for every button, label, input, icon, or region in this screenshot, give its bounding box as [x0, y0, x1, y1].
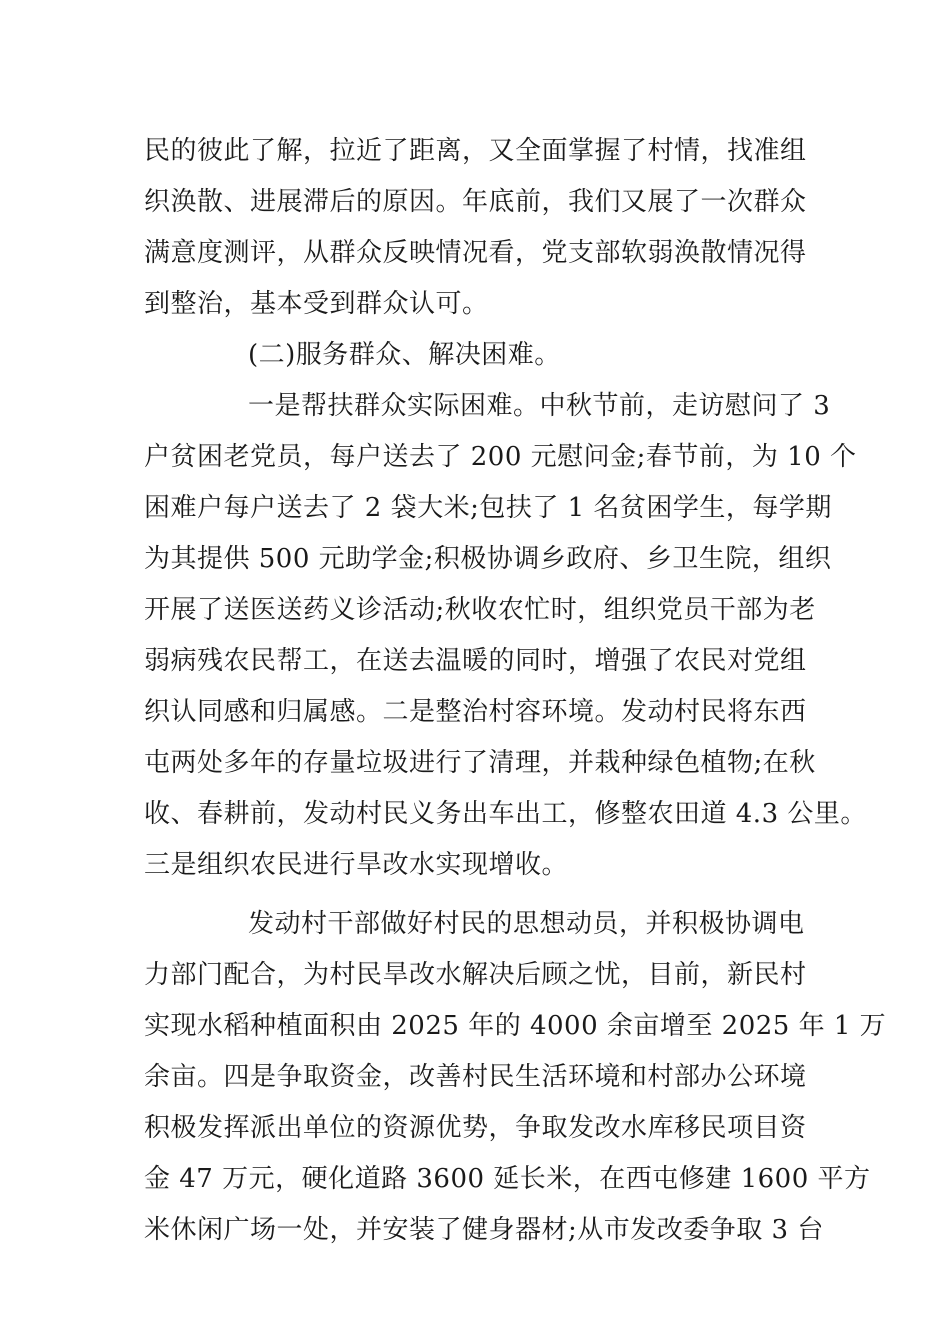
text-line: 户贫困老党员，每户送去了 200 元慰问金;春节前，为 10 个	[144, 442, 857, 472]
body-text	[144, 126, 887, 1256]
text-line: 开展了送医送药义诊活动;秋收农忙时，组织党员干部为老	[144, 595, 816, 625]
paragraph-start: 发动村干部做好村民的思想动员，并积极协调电	[248, 909, 805, 939]
text-line: 屯两处多年的存量垃圾进行了清理，并栽种绿色植物;在秋	[144, 748, 816, 778]
text-line: 织认同感和归属感。二是整治村容环境。发动村民将东西	[144, 697, 807, 727]
text-line: 力部门配合，为村民旱改水解决后顾之忧，目前，新民村	[144, 960, 807, 990]
text-line: 织涣散、进展滞后的原因。年底前，我们又展了一次群众	[144, 187, 807, 217]
text-line: 金 47 万元，硬化道路 3600 延长米，在西屯修建 1600 平方	[144, 1164, 871, 1194]
text-line: 米休闲广场一处，并安装了健身器材;从市发改委争取 3 台	[144, 1215, 824, 1245]
text-line: 三是组织农民进行旱改水实现增收。	[144, 850, 569, 880]
text-line: 满意度测评，从群众反映情况看，党支部软弱涣散情况得	[144, 238, 807, 268]
paragraph-start: 一是帮扶群众实际困难。中秋节前，走访慰问了 3	[248, 391, 831, 421]
text-line: 收、春耕前，发动村民义务出车出工，修整农田道 4.3 公里。	[144, 799, 867, 829]
section-heading: (二)服务群众、解决困难。	[248, 340, 561, 370]
paragraph-gap	[144, 891, 814, 899]
text-line: 到整治，基本受到群众认可。	[144, 289, 489, 319]
text-line: 困难户每户送去了 2 袋大米;包扶了 1 名贫困学生，每学期	[144, 493, 832, 523]
text-line: 余亩。四是争取资金，改善村民生活环境和村部办公环境	[144, 1062, 807, 1092]
text-line: 积极发挥派出单位的资源优势，争取发改水库移民项目资	[144, 1113, 807, 1143]
text-line: 民的彼此了解，拉近了距离，又全面掌握了村情，找准组	[144, 136, 807, 166]
text-line: 实现水稻种植面积由 2025 年的 4000 余亩增至 2025 年 1 万	[144, 1011, 887, 1041]
text-line: 为其提供 500 元助学金;积极协调乡政府、乡卫生院，组织	[144, 544, 832, 574]
text-line: 弱病残农民帮工，在送去温暖的同时，增强了农民对党组	[144, 646, 807, 676]
